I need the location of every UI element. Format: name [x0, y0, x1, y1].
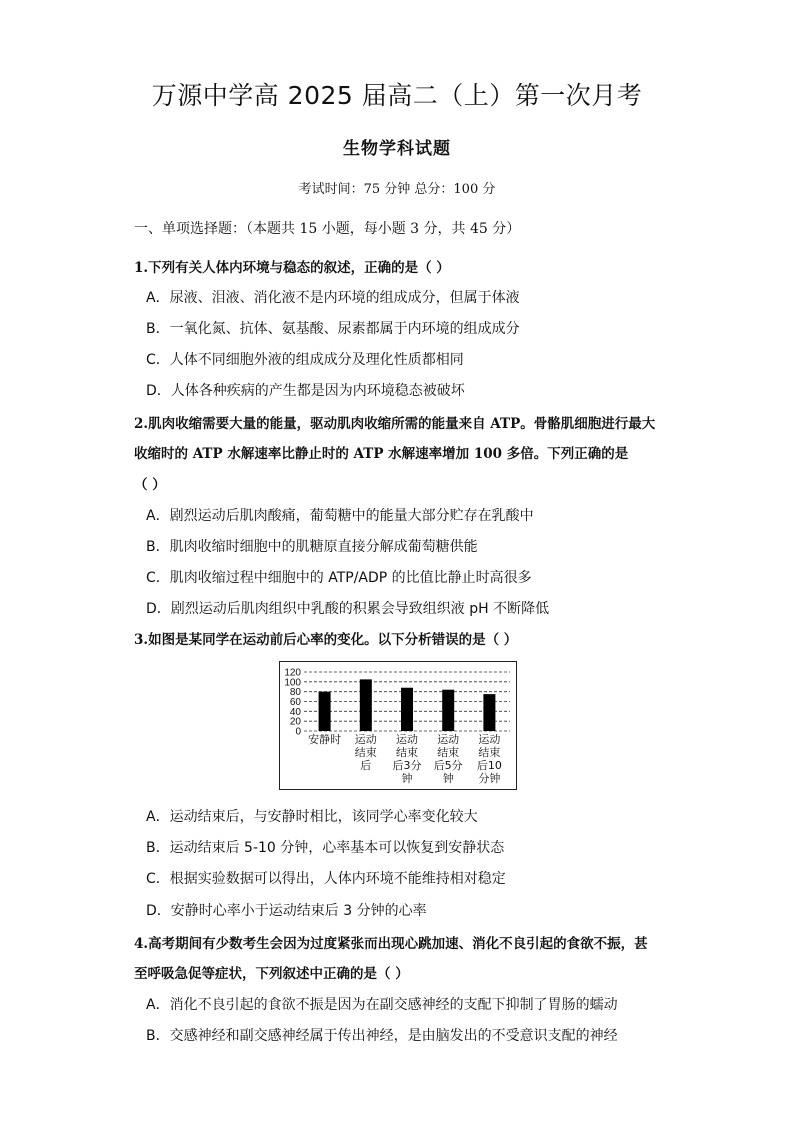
question-2-option-c: C．肌肉收缩过程中细胞中的 ATP/ADP 的比值比静止时高很多: [146, 570, 532, 586]
chart-x-tick-label: 运动: [478, 733, 501, 746]
chart-y-tick-label: 100: [284, 677, 301, 689]
question-3-option-d: D．安静时心率小于运动结束后 3 分钟的心率: [146, 903, 427, 919]
chart-x-tick-label: 后3分: [392, 759, 422, 772]
question-2-stem-line-1: 2.肌肉收缩需要大量的能量，驱动肌肉收缩所需的能量来自 ATP。骨骼肌细胞进行最大: [134, 416, 656, 432]
question-3-option-c: C．根据实验数据可以得出，人体内环境不能维持相对稳定: [146, 871, 506, 887]
section-heading: 一、单项选择题：（本题共 15 小题，每小题 3 分，共 45 分）: [134, 221, 521, 237]
question-2-stem-line-2: 收缩时的 ATP 水解速率比静止时的 ATP 水解速率增加 100 多倍。下列正确的是: [134, 446, 629, 462]
question-1-option-d: D．人体各种疾病的产生都是因为内环境稳态被破坏: [146, 383, 465, 399]
question-4-stem-line-2: 至呼吸急促等症状，下列叙述中正确的是（ ）: [134, 966, 409, 982]
heart-rate-chart: [279, 661, 517, 790]
chart-y-tick-label: 60: [289, 697, 301, 708]
question-1-option-c: C．人体不同细胞外液的组成成分及理化性质都相同: [146, 352, 464, 368]
chart-x-tick-label: 结束: [478, 746, 501, 759]
question-2-stem-line-3: （ ）: [134, 477, 166, 493]
exam-title: 万源中学高 2025 届高二（上）第一次月考: [151, 81, 643, 110]
question-3-stem: 3.如图是某同学在运动前后心率的变化。以下分析错误的是（ ）: [134, 632, 518, 648]
chart-y-tick-label: 80: [289, 687, 301, 699]
question-1-option-a: A．尿液、泪液、消化液不是内环境的组成成分，但属于体液: [146, 290, 520, 306]
question-2-option-a: A．剧烈运动后肌肉酸痛，葡萄糖中的能量大部分贮存在乳酸中: [146, 508, 534, 524]
chart-y-tick-label: 40: [289, 706, 301, 718]
question-4-option-a: A．消化不良引起的食欲不振是因为在副交感神经的支配下抑制了胃肠的蠕动: [146, 997, 618, 1013]
chart-x-tick-label: 结束: [396, 746, 418, 759]
chart-x-tick-label: 后: [360, 759, 372, 772]
question-2-option-d: D．剧烈运动后肌肉组织中乳酸的积累会导致组织液 pH 不断降低: [146, 601, 550, 617]
chart-y-tick-label: 120: [284, 667, 301, 679]
chart-bar: [360, 679, 372, 731]
question-4-stem-line-1: 4.高考期间有少数考生会因为过度紧张而出现心跳加速、消化不良引起的食欲不振，甚: [134, 936, 648, 952]
question-3-option-a: A．运动结束后，与安静时相比，该同学心率变化较大: [146, 809, 478, 825]
chart-x-tick-label: 钟: [401, 772, 413, 785]
question-3-option-b: B．运动结束后 5-10 分钟，心率基本可以恢复到安静状态: [146, 840, 505, 856]
chart-bar: [483, 694, 495, 731]
chart-x-tick-label: 安静时: [308, 733, 342, 746]
chart-x-tick-label: 运动: [437, 733, 460, 746]
chart-x-tick-label: 后10: [476, 759, 502, 772]
chart-x-tick-label: 钟: [442, 772, 454, 785]
exam-meta: 考试时间：75 分钟 总分：100 分: [298, 182, 496, 197]
chart-x-tick-label: 结束: [354, 746, 377, 759]
chart-x-tick-label: 分钟: [478, 772, 501, 785]
question-1-option-b: B．一氧化氮、抗体、氨基酸、尿素都属于内环境的组成成分: [146, 321, 520, 337]
chart-x-tick-label: 结束: [437, 746, 460, 759]
question-2-option-b: B．肌肉收缩时细胞中的肌糖原直接分解成葡萄糖供能: [146, 539, 478, 555]
chart-x-tick-label: 运动: [396, 733, 418, 746]
question-4-option-b: B．交感神经和副交感神经属于传出神经，是由脑发出的不受意识支配的神经: [146, 1028, 618, 1044]
question-1-stem: 1.下列有关人体内环境与稳态的叙述，正确的是（ ）: [134, 260, 450, 276]
exam-subtitle: 生物学科试题: [343, 139, 451, 159]
heart-rate-chart-svg: [280, 662, 516, 789]
chart-y-tick-label: 0: [295, 726, 301, 738]
chart-bar: [401, 688, 413, 731]
chart-x-tick-label: 运动: [354, 733, 377, 746]
chart-y-tick-label: 20: [289, 716, 301, 728]
chart-x-tick-label: 后5分: [433, 759, 463, 772]
chart-bar: [319, 692, 331, 731]
chart-bar: [442, 690, 454, 731]
